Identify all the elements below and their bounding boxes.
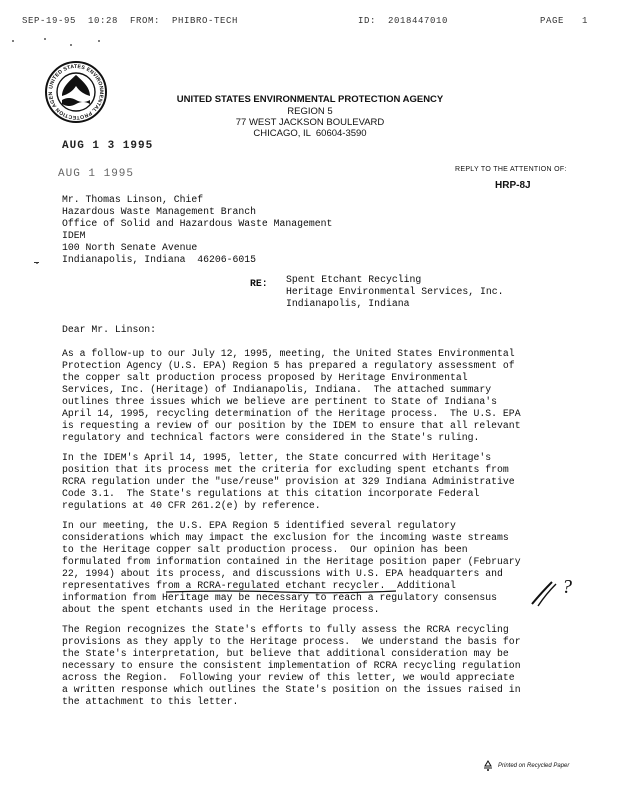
body-paragraph-4 — [62, 624, 521, 708]
body-line: Code 3.1. The State's regulations at this citation incorporate Federal — [62, 488, 480, 499]
re-line: Heritage Environmental Services, Inc. — [286, 286, 504, 297]
body-line: Protection Agency (U.S. EPA) Region 5 has prepared a regulatory assessment of — [62, 360, 515, 371]
fax-recipient-id: ID: 2018447010 — [358, 16, 449, 26]
recipient-line: Office of Solid and Hazardous Waste Management — [62, 218, 333, 229]
recycle-icon — [482, 760, 494, 772]
body-line: about the spent etchants used in the Heritage process. — [62, 604, 380, 615]
re-label: RE: — [250, 278, 268, 289]
body-line: across the Region. Following your review of this letter, we would appreciate — [62, 672, 515, 683]
handwritten-underline — [166, 589, 396, 595]
reply-attention-label: REPLY TO THE ATTENTION OF: — [455, 166, 567, 173]
handwritten-question-mark: ? — [562, 576, 572, 598]
body-line: regulations at 40 CFR 261.2(e) by reference. — [62, 500, 321, 511]
body-paragraph-2 — [62, 452, 515, 512]
recipient-line: IDEM — [62, 230, 86, 241]
body-paragraph-3 — [62, 520, 521, 616]
body-line: RCRA regulation under the "use/reuse" provision at 329 Indiana Administrative — [62, 476, 515, 487]
body-line: Services, Inc. (Heritage) of Indianapolis, Indiana. The attached summary — [62, 384, 492, 395]
body-line: 22, 1994) about its process, and discussions with U.S. EPA headquarters and — [62, 568, 503, 579]
re-line: Spent Etchant Recycling — [286, 274, 422, 285]
recipient-line: Indianapolis, Indiana 46206-6015 — [62, 254, 257, 265]
body-line: The Region recognizes the State's efforts to fully assess the RCRA recycling — [62, 624, 509, 635]
re-subject — [286, 274, 504, 310]
body-line: April 14, 1995, recycling determination of the Heritage process. The U.S. EPA — [62, 408, 521, 419]
recycled-paper-note: Printed on Recycled Paper — [498, 763, 570, 769]
epa-seal — [44, 60, 108, 124]
body-line: information from Heritage may be necessary to reach a regulatory consensus — [62, 592, 498, 603]
body-line: As a follow-up to our July 12, 1995, meeting, the United States Environmental — [62, 348, 515, 359]
body-line: the State's interpretation, but believe that additional consideration may be — [62, 648, 509, 659]
handwritten-slash-mark — [528, 578, 582, 608]
body-line: position that its process met the criteria for excluding spent etchants from — [62, 464, 509, 475]
fax-sender-line: SEP-19-95 10:28 FROM: PHIBRO-TECH — [22, 16, 239, 26]
agency-name: UNITED STATES ENVIRONMENTAL PROTECTION AGENCY — [176, 94, 444, 105]
agency-region: REGION 5 — [287, 106, 333, 117]
fax-page-number: PAGE 1 — [540, 16, 589, 26]
body-line: outlines three issues which we believe are pertinent to State of Indiana's — [62, 396, 498, 407]
recipient-line: Hazardous Waste Management Branch — [62, 206, 257, 217]
body-paragraph-1 — [62, 348, 521, 444]
date-stamp-primary: AUG 1 3 1995 — [62, 140, 154, 152]
body-line: to the Heritage copper salt production process. Our opinion has been — [62, 544, 468, 555]
body-line: regulatory and technical factors were considered in the State's ruling. — [62, 432, 480, 443]
body-line: the copper salt production process proposed by Heritage Environmental — [62, 372, 468, 383]
salutation: Dear Mr. Linson: — [62, 324, 157, 335]
date-stamp-faint: AUG 1 1995 — [58, 168, 135, 180]
body-line: is requesting a review of our position by the IDEM to ensure that all relevant — [62, 420, 521, 431]
recipient-address — [62, 194, 332, 266]
body-line: the attachment to this letter. — [62, 696, 239, 707]
body-line: a written response which outlines the State's position on the issues raised in — [62, 684, 521, 695]
margin-mark — [34, 262, 39, 263]
body-line: provisions as they apply to the Heritage process. We understand the basis for — [62, 636, 521, 647]
body-line: In our meeting, the U.S. EPA Region 5 identified several regulatory — [62, 520, 456, 531]
seal-ring-text: UNITED STATES ENVIRONMENTAL PROTECTION AGEN — [47, 63, 105, 121]
body-line: necessary to ensure the consistent implementation of RCRA recycling regulation — [62, 660, 521, 671]
agency-street: 77 WEST JACKSON BOULEVARD — [235, 117, 385, 128]
agency-city: CHICAGO, IL 60604-3590 — [253, 128, 367, 139]
body-line: considerations which may impact the exclusion for the incoming waste streams — [62, 532, 509, 543]
body-line: formulated from information contained in the Heritage position paper (February — [62, 556, 521, 567]
mail-code: HRP-8J — [495, 180, 531, 191]
recipient-line: 100 North Senate Avenue — [62, 242, 198, 253]
body-line: In the IDEM's April 14, 1995, letter, the State concurred with Heritage's — [62, 452, 492, 463]
re-line: Indianapolis, Indiana — [286, 298, 410, 309]
recipient-line: Mr. Thomas Linson, Chief — [62, 194, 204, 205]
body-line: representatives from a RCRA-regulated etchant recycler. Additional — [62, 580, 456, 591]
